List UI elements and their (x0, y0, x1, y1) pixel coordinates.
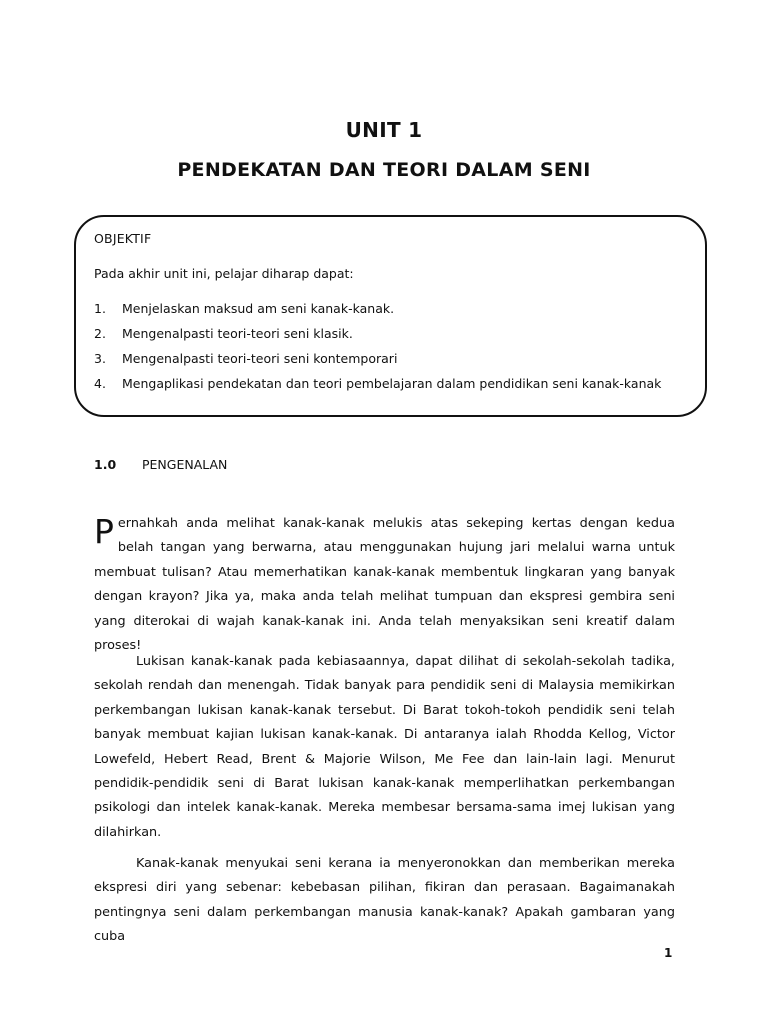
section-title: PENGENALAN (141, 457, 228, 472)
list-item-number: 3. (94, 351, 106, 366)
list-item-text: Menjelaskan maksud am seni kanak-kanak. (122, 301, 395, 316)
list-item-number: 2. (94, 326, 106, 341)
list-item-number: 4. (94, 376, 106, 391)
list-item (94, 326, 694, 351)
list-item-text: Mengaplikasi pendekatan dan teori pembelajaran dalam pendidikan seni kanak-kanak (122, 376, 662, 391)
section-heading (94, 457, 227, 472)
page-title: PENDEKATAN DAN TEORI DALAM SENI (177, 159, 591, 181)
list-item-number: 1. (94, 301, 106, 316)
objective-list (94, 301, 694, 401)
page-number: 1 (664, 946, 673, 960)
paragraph-text: ernahkah anda melihat kanak-kanak melukis atas sekeping kertas dengan kedua belah tangan yang berwarna, atau menggunakan hujung jari melalui warna untuk membuat tulisan? Atau memerhatikan kanak-kanak membentuk lingkaran yang banyak dengan krayon? Jika ya, maka anda telah melihat tumpuan dan ekspresi gembira seni yang diterokai di wajah kanak-kanak ini. Anda telah menyaksikan seni kreatif dalam proses! (94, 516, 675, 654)
paragraph-3: Kanak-kanak menyukai seni kerana ia menyeronokkan dan memberikan mereka ekspresi diri yang sebenar: kebebasan pilihan, fikiran dan perasaan. Bagaimanakah pentingnya seni dalam perkembangan manusia kanak-kanak? Apakah gambaran yang cuba (94, 856, 675, 945)
objective-label: OBJEKTIF (94, 231, 152, 246)
list-item (94, 351, 694, 376)
paragraph-intro (94, 512, 675, 658)
section-number: 1.0 (94, 457, 117, 472)
list-item (94, 301, 694, 326)
list-item-text: Mengenalpasti teori-teori seni kontemporari (122, 351, 398, 366)
list-item-text: Mengenalpasti teori-teori seni klasik. (122, 326, 353, 341)
list-item (94, 376, 694, 401)
drop-cap: P (94, 512, 114, 551)
paragraph-2: Lukisan kanak-kanak pada kebiasaannya, dapat dilihat di sekolah-sekolah tadika, sekolah rendah dan menengah. Tidak banyak para pendidik seni di Malaysia memikirkan perkembangan lukisan kanak-kanak tersebut. Di Barat tokoh-tokoh pendidik seni telah banyak membuat kajian lukisan kanak-kanak. Di antaranya ialah Rhodda Kellog, Victor Lowefeld, Hebert Read, Brent & Majorie Wilson, Me Fee dan lain-lain lagi. Menurut pendidik-pendidik seni di Barat lukisan kanak-kanak memperlihatkan perkembangan psikologi dan intelek kanak-kanak. Mereka membesar bersama-sama imej lukisan yang dilahirkan. (94, 654, 675, 840)
unit-heading: UNIT 1 (345, 118, 423, 142)
objective-intro: Pada akhir unit ini, pelajar diharap dapat: (94, 266, 354, 281)
